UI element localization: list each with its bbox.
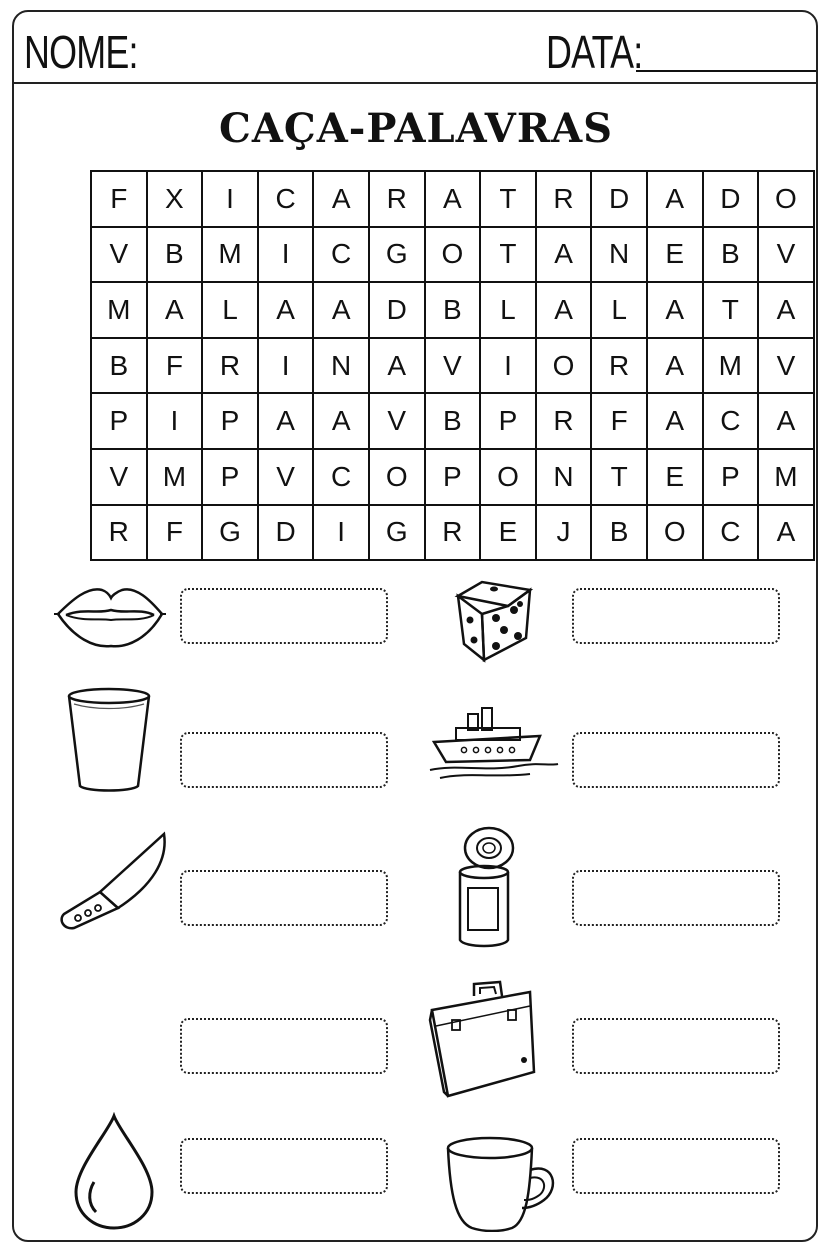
grid-row: [91, 449, 814, 505]
grid-cell[interactable]: N: [536, 449, 592, 505]
grid-cell[interactable]: V: [369, 393, 425, 449]
grid-cell[interactable]: C: [258, 171, 314, 227]
grid-cell[interactable]: A: [313, 171, 369, 227]
date-label: DATA:: [546, 26, 643, 78]
briefcase-icon: [426, 980, 538, 1100]
grid-cell[interactable]: F: [147, 505, 203, 561]
grid-cell[interactable]: A: [647, 393, 703, 449]
grid-row: [91, 505, 814, 561]
grid-cell[interactable]: E: [480, 505, 536, 561]
answer-box-briefcase[interactable]: [572, 1018, 780, 1074]
grid-row: [91, 171, 814, 227]
grid-cell[interactable]: V: [91, 449, 147, 505]
grid-cell[interactable]: O: [425, 227, 481, 283]
grid-cell[interactable]: E: [647, 227, 703, 283]
grid-cell[interactable]: I: [480, 338, 536, 394]
answer-box-drop[interactable]: [180, 1138, 388, 1194]
grid-cell[interactable]: A: [313, 393, 369, 449]
ship-icon: [426, 700, 562, 782]
grid-cell[interactable]: B: [91, 338, 147, 394]
grid-cell[interactable]: C: [703, 393, 759, 449]
grid-cell[interactable]: A: [758, 505, 814, 561]
grid-cell[interactable]: M: [147, 449, 203, 505]
date-field-line[interactable]: [636, 70, 816, 72]
grid-cell[interactable]: P: [202, 393, 258, 449]
grid-cell[interactable]: V: [758, 338, 814, 394]
grid-cell[interactable]: A: [758, 393, 814, 449]
grid-cell[interactable]: P: [91, 393, 147, 449]
header-divider: [12, 82, 818, 84]
grid-cell[interactable]: M: [202, 227, 258, 283]
grid-cell[interactable]: A: [258, 282, 314, 338]
grid-cell[interactable]: A: [313, 282, 369, 338]
word-search-grid: [90, 170, 815, 561]
answer-box-ship[interactable]: [572, 732, 780, 788]
answer-box-blank[interactable]: [180, 1018, 388, 1074]
grid-cell[interactable]: B: [425, 393, 481, 449]
answer-box-glass[interactable]: [180, 732, 388, 788]
grid-cell[interactable]: O: [536, 338, 592, 394]
grid-cell[interactable]: O: [758, 171, 814, 227]
can-icon: [454, 826, 520, 950]
grid-cell[interactable]: V: [91, 227, 147, 283]
grid-cell[interactable]: F: [147, 338, 203, 394]
grid-cell[interactable]: R: [591, 338, 647, 394]
grid-cell[interactable]: A: [369, 338, 425, 394]
grid-cell[interactable]: R: [369, 171, 425, 227]
mug-icon: [444, 1134, 558, 1232]
grid-cell[interactable]: C: [313, 227, 369, 283]
grid-cell[interactable]: O: [647, 505, 703, 561]
grid-cell[interactable]: B: [425, 282, 481, 338]
grid-cell[interactable]: R: [202, 338, 258, 394]
grid-cell[interactable]: L: [591, 282, 647, 338]
grid-cell[interactable]: M: [91, 282, 147, 338]
grid-cell[interactable]: F: [591, 393, 647, 449]
grid-cell[interactable]: D: [591, 171, 647, 227]
grid-cell[interactable]: R: [536, 171, 592, 227]
grid-cell[interactable]: J: [536, 505, 592, 561]
grid-cell[interactable]: G: [369, 227, 425, 283]
grid-cell[interactable]: I: [202, 171, 258, 227]
grid-row: [91, 338, 814, 394]
grid-cell[interactable]: M: [758, 449, 814, 505]
grid-cell[interactable]: T: [480, 171, 536, 227]
answer-box-knife[interactable]: [180, 870, 388, 926]
grid-cell[interactable]: D: [703, 171, 759, 227]
grid-cell[interactable]: A: [258, 393, 314, 449]
grid-cell[interactable]: L: [480, 282, 536, 338]
answer-box-can[interactable]: [572, 870, 780, 926]
knife-icon: [56, 830, 174, 932]
page-title: CAÇA-PALAVRAS: [219, 105, 613, 152]
water-drop-icon: [70, 1112, 158, 1232]
lips-icon: [54, 582, 166, 654]
grid-cell[interactable]: D: [258, 505, 314, 561]
name-label: NOME:: [24, 26, 138, 78]
grid-cell[interactable]: O: [369, 449, 425, 505]
grid-cell[interactable]: I: [258, 227, 314, 283]
grid-cell[interactable]: B: [147, 227, 203, 283]
grid-row: [91, 282, 814, 338]
grid-cell[interactable]: T: [591, 449, 647, 505]
grid-cell[interactable]: I: [313, 505, 369, 561]
grid-cell[interactable]: A: [147, 282, 203, 338]
answer-box-dice[interactable]: [572, 588, 780, 644]
grid-cell[interactable]: I: [258, 338, 314, 394]
grid-cell[interactable]: B: [703, 227, 759, 283]
grid-cell[interactable]: A: [647, 282, 703, 338]
grid-cell[interactable]: V: [758, 227, 814, 283]
grid-cell[interactable]: O: [480, 449, 536, 505]
grid-cell[interactable]: A: [647, 338, 703, 394]
grid-cell[interactable]: G: [369, 505, 425, 561]
grid-cell[interactable]: R: [425, 505, 481, 561]
grid-cell[interactable]: R: [536, 393, 592, 449]
answer-box-mug[interactable]: [572, 1138, 780, 1194]
answer-box-lips[interactable]: [180, 588, 388, 644]
grid-cell[interactable]: A: [536, 227, 592, 283]
grid-cell[interactable]: I: [147, 393, 203, 449]
grid-cell[interactable]: T: [480, 227, 536, 283]
grid-cell[interactable]: T: [703, 282, 759, 338]
dice-icon: [446, 574, 536, 664]
grid-cell[interactable]: P: [703, 449, 759, 505]
grid-cell[interactable]: C: [313, 449, 369, 505]
grid-cell[interactable]: P: [480, 393, 536, 449]
grid-cell[interactable]: V: [425, 338, 481, 394]
grid-row: [91, 227, 814, 283]
grid-cell[interactable]: N: [591, 227, 647, 283]
grid-cell[interactable]: B: [591, 505, 647, 561]
grid-cell[interactable]: L: [202, 282, 258, 338]
grid-cell[interactable]: A: [758, 282, 814, 338]
grid-cell[interactable]: D: [369, 282, 425, 338]
grid-cell[interactable]: G: [202, 505, 258, 561]
grid-cell[interactable]: V: [258, 449, 314, 505]
grid-row: [91, 393, 814, 449]
grid-cell[interactable]: C: [703, 505, 759, 561]
grid-cell[interactable]: E: [647, 449, 703, 505]
grid-cell[interactable]: X: [147, 171, 203, 227]
glass-cup-icon: [64, 686, 154, 794]
grid-cell[interactable]: F: [91, 171, 147, 227]
grid-cell[interactable]: N: [313, 338, 369, 394]
grid-cell[interactable]: A: [536, 282, 592, 338]
grid-cell[interactable]: A: [425, 171, 481, 227]
grid-cell[interactable]: P: [425, 449, 481, 505]
grid-cell[interactable]: M: [703, 338, 759, 394]
grid-cell[interactable]: A: [647, 171, 703, 227]
grid-cell[interactable]: R: [91, 505, 147, 561]
grid-cell[interactable]: P: [202, 449, 258, 505]
